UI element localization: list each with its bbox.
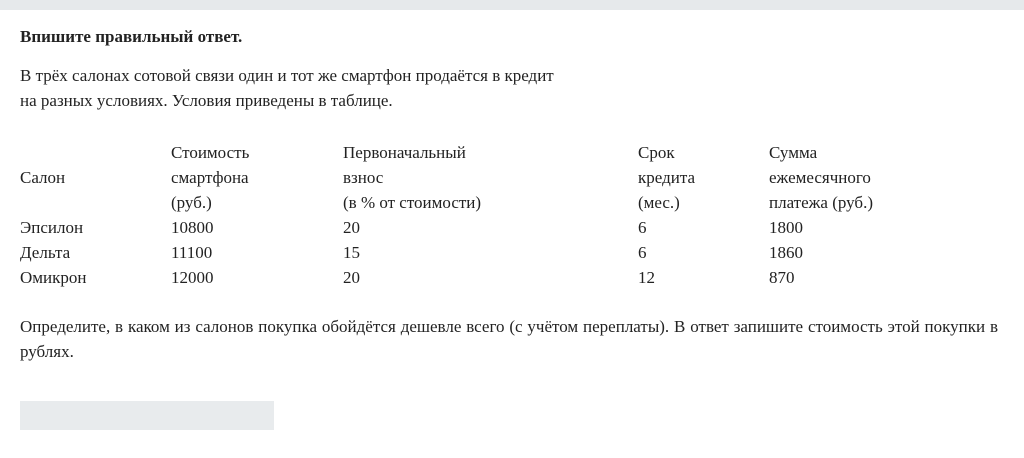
header-term — [638, 140, 769, 215]
header-text: Срок — [638, 143, 675, 162]
cell-salon: Дельта — [20, 243, 71, 262]
header-text: Салон — [20, 168, 66, 187]
header-text: Сумма — [769, 143, 818, 162]
header-text: платежа (руб.) — [769, 193, 873, 212]
cell-monthly-payment: 1800 — [769, 218, 803, 237]
top-bar — [0, 0, 1024, 10]
header-salon — [20, 140, 171, 215]
cell-price: 11100 — [171, 243, 213, 262]
intro-line: В трёх салонах сотовой связи один и тот же смартфон продаётся в кредит — [20, 66, 554, 85]
cell-term: 12 — [638, 268, 655, 287]
cell-salon: Омикрон — [20, 268, 87, 287]
cell-down-payment: 20 — [343, 218, 360, 237]
header-text: (в % от стоимости) — [343, 193, 482, 212]
task-question: Определите, в каком из салонов покупка обойдётся дешевле всего (с учётом переплаты). В ответ запишите стоимость этой покупки в рублях. — [20, 317, 998, 361]
cell-down-payment: 20 — [343, 268, 360, 287]
cell-term: 6 — [638, 218, 647, 237]
header-text: ежемесячного — [769, 168, 871, 187]
table-header-row — [20, 140, 969, 215]
table-row — [20, 265, 969, 290]
cell-term: 6 — [638, 243, 647, 262]
task-intro — [20, 63, 998, 113]
table-row — [20, 240, 969, 265]
intro-line: на разных условиях. Условия приведены в таблице. — [20, 91, 393, 110]
header-text: Первоначальный — [343, 143, 466, 162]
table-row — [20, 215, 969, 240]
header-text: (руб.) — [171, 193, 212, 212]
answer-input[interactable] — [20, 401, 274, 430]
header-price — [171, 140, 343, 215]
cell-monthly-payment: 870 — [769, 268, 795, 287]
cell-salon: Эпсилон — [20, 218, 84, 237]
header-monthly-payment — [769, 140, 969, 215]
header-text: смартфона — [171, 168, 249, 187]
header-text: взнос — [343, 168, 384, 187]
task-instruction: Впишите правильный ответ. — [20, 27, 243, 46]
header-text: кредита — [638, 168, 696, 187]
header-down-payment — [343, 140, 638, 215]
task-content — [20, 24, 998, 364]
cell-price: 12000 — [171, 268, 214, 287]
header-text: (мес.) — [638, 193, 680, 212]
conditions-table — [20, 140, 969, 290]
cell-down-payment: 15 — [343, 243, 360, 262]
cell-price: 10800 — [171, 218, 214, 237]
header-text: Стоимость — [171, 143, 250, 162]
cell-monthly-payment: 1860 — [769, 243, 803, 262]
